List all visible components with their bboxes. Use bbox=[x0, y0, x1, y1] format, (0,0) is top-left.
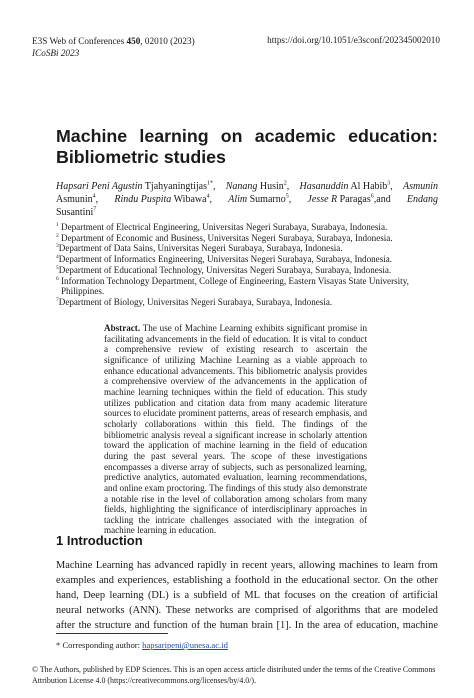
intro-word: after bbox=[56, 620, 76, 631]
intro-word: on bbox=[319, 590, 331, 601]
intro-word: creation bbox=[351, 590, 386, 601]
title-line-2: Bibliometric studies bbox=[56, 147, 226, 167]
intro-word: area bbox=[323, 620, 341, 631]
intro-line bbox=[56, 588, 438, 603]
title-word: academic bbox=[254, 126, 336, 146]
intro-word: comprised bbox=[254, 605, 299, 616]
intro-word: examples bbox=[56, 575, 96, 586]
intro-word: a bbox=[226, 575, 231, 586]
abstract bbox=[104, 323, 367, 536]
license-line: Attribution License 4.0 (https://creativecommons.org/licenses/by/4.0/). bbox=[32, 675, 257, 685]
intro-word: a bbox=[184, 590, 190, 601]
intro-word: establishing bbox=[172, 575, 223, 586]
author-email-link[interactable]: hapsaripeni@unesa.ac.id bbox=[142, 640, 228, 650]
intro-word: focuses bbox=[284, 590, 316, 601]
intro-word: (ANN). bbox=[129, 605, 162, 616]
intro-word: the bbox=[285, 575, 298, 586]
intro-word: and bbox=[134, 620, 150, 631]
intro-word: machine bbox=[402, 620, 438, 631]
title-line-1 bbox=[56, 126, 438, 147]
intro-word: machines bbox=[338, 560, 379, 571]
intro-word: neural bbox=[56, 605, 82, 616]
intro-word: structure bbox=[94, 620, 132, 631]
author-row-2 bbox=[56, 193, 438, 206]
footnote-divider bbox=[56, 633, 168, 634]
intro-line bbox=[56, 618, 438, 633]
abstract-text: The use of Machine Learning exhibits significant promise in facilitating advancements in the field of education. It is vital to conduct a comprehensive review of existing research to ascertain the significance of utilizing Machine Learning as a viable approach to enhance educational advancements. This bibliometric analysis provides a comprehensive overview of the advancements in the application of machine learning techniques within the field of education. This study utilizes publication and citation data from many academic literature sources to elucidate prominent patterns, areas of research emphasis, and scholarly collaborations within this field. The findings of the bibliometric analysis reveal a significant increase in scholarly attention toward the application of machine learning in the field of education during the past several years. The scope of these investigations encompasses a diverse array of subjects, such as personalized learning, predictive analytics, automated evaluation, learning recommendations, and online exam proctoring. The findings of this study also demonstrate a notable rise in the level of collaboration among scholars from many fields, highlighting the significance of interdisciplinary approaches in tackling the intricate challenges associated with the integration of machine learning in education. bbox=[104, 323, 367, 536]
intro-word: (DL) bbox=[147, 590, 169, 601]
journal-header bbox=[32, 35, 195, 59]
intro-word: are bbox=[237, 605, 251, 616]
affiliation-item: $^7$Department of Biology, Universitas Negeri Surabaya, Surabaya, Indonesia. bbox=[56, 296, 333, 307]
author: Susantini$^7$ bbox=[56, 206, 97, 218]
author-row-1 bbox=[56, 180, 438, 193]
intro-word: that bbox=[264, 590, 280, 601]
title-word: education: bbox=[348, 126, 438, 146]
intro-word: modeled bbox=[402, 605, 438, 616]
intro-word: of bbox=[302, 605, 312, 616]
volume-number: 450 bbox=[126, 36, 141, 46]
intro-word: in bbox=[273, 575, 282, 586]
intro-line bbox=[56, 603, 438, 618]
conference-name: E3S Web of Conferences bbox=[32, 36, 125, 46]
intro-word: brain bbox=[251, 620, 273, 631]
author: Rindu Puspita Wibawa$^4$, bbox=[114, 193, 213, 205]
affiliation-item: $^3$Department of Data Sains, Universitas Negeri Surabaya, Surabaya, Indonesia. bbox=[56, 243, 343, 254]
author-list bbox=[56, 180, 438, 219]
affiliation-item: $^2$ Department of Economic and Business, Universitas Negeri Surabaya, Surabaya, Indonesia. bbox=[56, 232, 393, 243]
intro-word: from bbox=[417, 560, 438, 571]
intro-word: has bbox=[137, 560, 151, 571]
intro-word: learning bbox=[109, 590, 144, 601]
intro-word: advanced bbox=[154, 560, 194, 571]
intro-line bbox=[56, 558, 438, 573]
intro-word: networks bbox=[195, 605, 234, 616]
intro-word: to bbox=[381, 560, 390, 571]
intro-word: other bbox=[416, 575, 438, 586]
intro-word: human bbox=[219, 620, 249, 631]
author: Hapsari Peni Agustin Tjahyaningtijas$^{1*}$, bbox=[56, 180, 216, 192]
intro-word: [1]. bbox=[276, 620, 292, 631]
intro-word: is bbox=[173, 590, 181, 601]
affiliation-continuation: Philippines. bbox=[61, 286, 105, 297]
author: Asmunin$^4$, bbox=[56, 193, 99, 205]
intro-word: of bbox=[344, 620, 353, 631]
author: Nanang Husin$^2$, bbox=[225, 180, 290, 192]
author: Jesse R Paragas$^6$,and bbox=[307, 193, 391, 205]
author: Asmunin bbox=[403, 181, 438, 192]
affiliation-item: $^4$Department of Informatics Engineering, Universitas Negeri Surabaya, Surabaya, Indonesia. bbox=[56, 254, 393, 265]
intro-word: algorithms bbox=[315, 605, 361, 616]
intro-word: Deep bbox=[83, 590, 106, 601]
paper-title bbox=[56, 126, 438, 168]
intro-word: On bbox=[383, 575, 397, 586]
introduction-body bbox=[56, 558, 438, 633]
intro-word: education, bbox=[356, 620, 400, 631]
intro-word: foothold bbox=[234, 575, 270, 586]
intro-word: years, bbox=[270, 560, 296, 571]
doi-link[interactable]: https://doi.org/10.1051/e3sconf/202345002010 bbox=[267, 35, 440, 45]
intro-word: allowing bbox=[298, 560, 336, 571]
title-word: learning bbox=[139, 126, 209, 146]
intro-word: are bbox=[385, 605, 398, 616]
intro-word: and bbox=[98, 575, 114, 586]
affiliation-item: $^6$ Information Technology Department, College of Engineering, Eastern Visayas State University, bbox=[56, 275, 409, 286]
conference-line bbox=[32, 35, 195, 47]
intro-word: the bbox=[78, 620, 92, 631]
intro-word: ML bbox=[244, 590, 260, 601]
corresponding-author-footnote bbox=[56, 640, 228, 650]
intro-word: the bbox=[203, 620, 217, 631]
license-notice bbox=[32, 665, 452, 686]
intro-word: the bbox=[334, 590, 348, 601]
proceedings-name: ICoSBi 2023 bbox=[32, 48, 80, 58]
intro-word: educational bbox=[301, 575, 350, 586]
intro-word: recent bbox=[241, 560, 268, 571]
intro-word: rapidly bbox=[197, 560, 227, 571]
intro-word: the bbox=[400, 575, 413, 586]
abstract-label: Abstract. bbox=[104, 323, 141, 333]
intro-word: of bbox=[389, 590, 399, 601]
intro-word: Learning bbox=[95, 560, 134, 571]
affiliation-item: $^1$ Department of Electrical Engineering, Universitas Negeri Surabaya, Surabaya, Indonesia. bbox=[56, 221, 388, 232]
affiliation-item: $^5$Department of Educational Technology, Universitas Negeri Surabaya, Surabaya, Indonesia. bbox=[56, 264, 392, 275]
title-word: Machine bbox=[56, 126, 128, 146]
footnote-prefix: * Corresponding author: bbox=[56, 640, 143, 650]
intro-word: learn bbox=[393, 560, 415, 571]
affiliation-list bbox=[56, 222, 438, 308]
intro-line bbox=[56, 573, 438, 588]
intro-word: artificial bbox=[402, 590, 438, 601]
section-heading: 1 Introduction bbox=[56, 533, 143, 548]
intro-word: of bbox=[191, 620, 201, 631]
license-line: © The Authors, published by EDP Sciences. This is an open access article distributed under the terms of the Creative Commons bbox=[32, 665, 436, 674]
intro-word: subfield bbox=[193, 590, 227, 601]
title-word: on bbox=[220, 126, 243, 146]
article-ref: , 02010 (2023) bbox=[140, 36, 195, 46]
author-row-3 bbox=[56, 206, 438, 219]
intro-word: experiences, bbox=[117, 575, 170, 586]
intro-word: networks bbox=[86, 605, 125, 616]
intro-word: Machine bbox=[56, 560, 93, 571]
author: Endang bbox=[406, 194, 438, 205]
intro-word: In bbox=[294, 620, 304, 631]
intro-word: sector. bbox=[353, 575, 381, 586]
intro-word: function bbox=[153, 620, 188, 631]
intro-word: These bbox=[165, 605, 191, 616]
intro-word: of bbox=[231, 590, 240, 601]
intro-word: that bbox=[364, 605, 381, 616]
intro-word: in bbox=[230, 560, 239, 571]
author: Alim Sumarno$^5$, bbox=[228, 193, 292, 205]
intro-word: the bbox=[306, 620, 320, 631]
author: Hasanuddin Al Habib$^3$, bbox=[299, 180, 393, 192]
intro-word: hand, bbox=[56, 590, 79, 601]
